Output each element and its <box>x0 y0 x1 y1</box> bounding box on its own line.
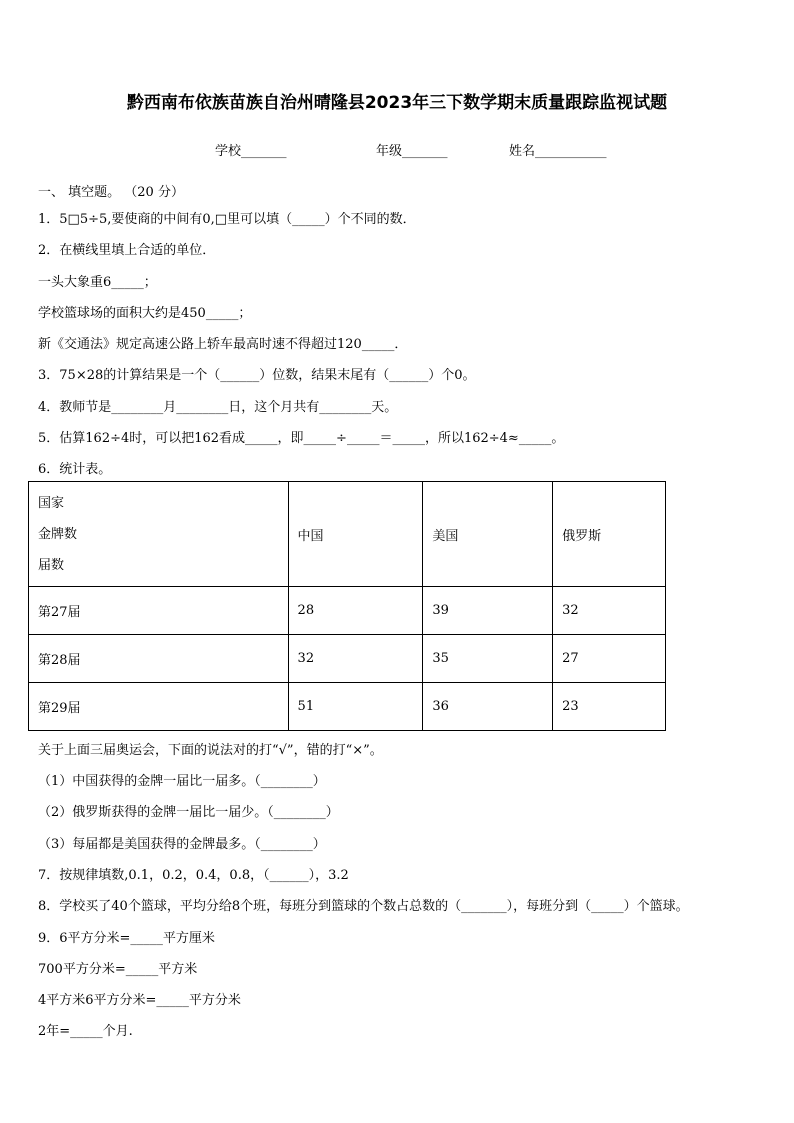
row-label: 第27届 <box>29 587 289 635</box>
table-cell: 51 <box>288 683 423 731</box>
table-cell: 36 <box>423 683 553 731</box>
table-cell: 39 <box>423 587 553 635</box>
column-header: 美国 <box>423 482 553 587</box>
table-row <box>29 635 666 683</box>
table-cell: 27 <box>553 635 666 683</box>
table-cell: 32 <box>288 635 423 683</box>
name-field: 姓名___________ <box>509 144 607 159</box>
table-row <box>29 587 666 635</box>
header-country: 国家 <box>38 495 65 511</box>
question-5: 5．估算162÷4时，可以把162看成_____，即_____÷_____＝_____，所以162÷4≈_____。 <box>38 431 565 446</box>
page-title: 黔西南布依族苗族自治州晴隆县2023年三下数学期末质量跟踪监视试题 <box>126 93 668 113</box>
table-row <box>29 683 666 731</box>
statement-3: （3）每届都是美国获得的金牌最多。（________） <box>38 837 326 852</box>
stats-table <box>28 481 666 731</box>
column-header: 俄罗斯 <box>553 482 666 587</box>
grade-field: 年级_______ <box>376 144 448 159</box>
column-header: 中国 <box>288 482 423 587</box>
school-field: 学校_______ <box>215 144 287 159</box>
table-header-row <box>29 482 666 587</box>
table-cell: 35 <box>423 635 553 683</box>
header-medals: 金牌数 <box>38 526 78 542</box>
question-4: 4．教师节是________月________日，这个月共有________天。 <box>38 400 398 415</box>
section-heading: 一、 填空题。 （20 分） <box>38 185 184 200</box>
question-1: 1．5□5÷5,要使商的中间有0,□里可以填（_____）个不同的数． <box>38 212 416 227</box>
question-8: 8．学校买了40个篮球，平均分给8个班，每班分到篮球的个数占总数的（_______），每班分到（_____）个篮球。 <box>38 899 689 914</box>
row-label: 第29届 <box>29 683 289 731</box>
question-9d: 2年=_____个月. <box>38 1024 133 1039</box>
table-cell: 28 <box>288 587 423 635</box>
question-2a: 一头大象重6_____； <box>38 275 157 290</box>
statement-1: （1）中国获得的金牌一届比一届多。（________） <box>38 774 326 789</box>
table-corner-cell <box>29 482 289 587</box>
question-9a: 9．6平方分米=_____平方厘米 <box>38 931 215 946</box>
question-9c: 4平方米6平方分米=_____平方分米 <box>38 993 241 1008</box>
question-2c: 新《交通法》规定高速公路上轿车最高时速不得超过120_____． <box>38 337 408 352</box>
question-9b: 700平方分米=_____平方米 <box>38 962 198 977</box>
question-2: 2．在横线里填上合适的单位． <box>38 243 216 258</box>
statement-2: （2）俄罗斯获得的金牌一届比一届少。（________） <box>38 805 339 820</box>
question-3: 3．75×28的计算结果是一个（______）位数，结果末尾有（______）个0。 <box>38 368 476 383</box>
question-6: 6．统计表。 <box>38 462 112 477</box>
table-cell: 23 <box>553 683 666 731</box>
table-cell: 32 <box>553 587 666 635</box>
question-2b: 学校篮球场的面积大约是450_____； <box>38 306 252 321</box>
question-7: 7．按规律填数,0.1，0.2，0.4，0.8，（______），3.2 <box>38 868 349 883</box>
question-6-instruction: 关于上面三届奥运会，下面的说法对的打“√”，错的打“×”。 <box>38 743 383 758</box>
header-session: 届数 <box>38 557 65 573</box>
row-label: 第28届 <box>29 635 289 683</box>
